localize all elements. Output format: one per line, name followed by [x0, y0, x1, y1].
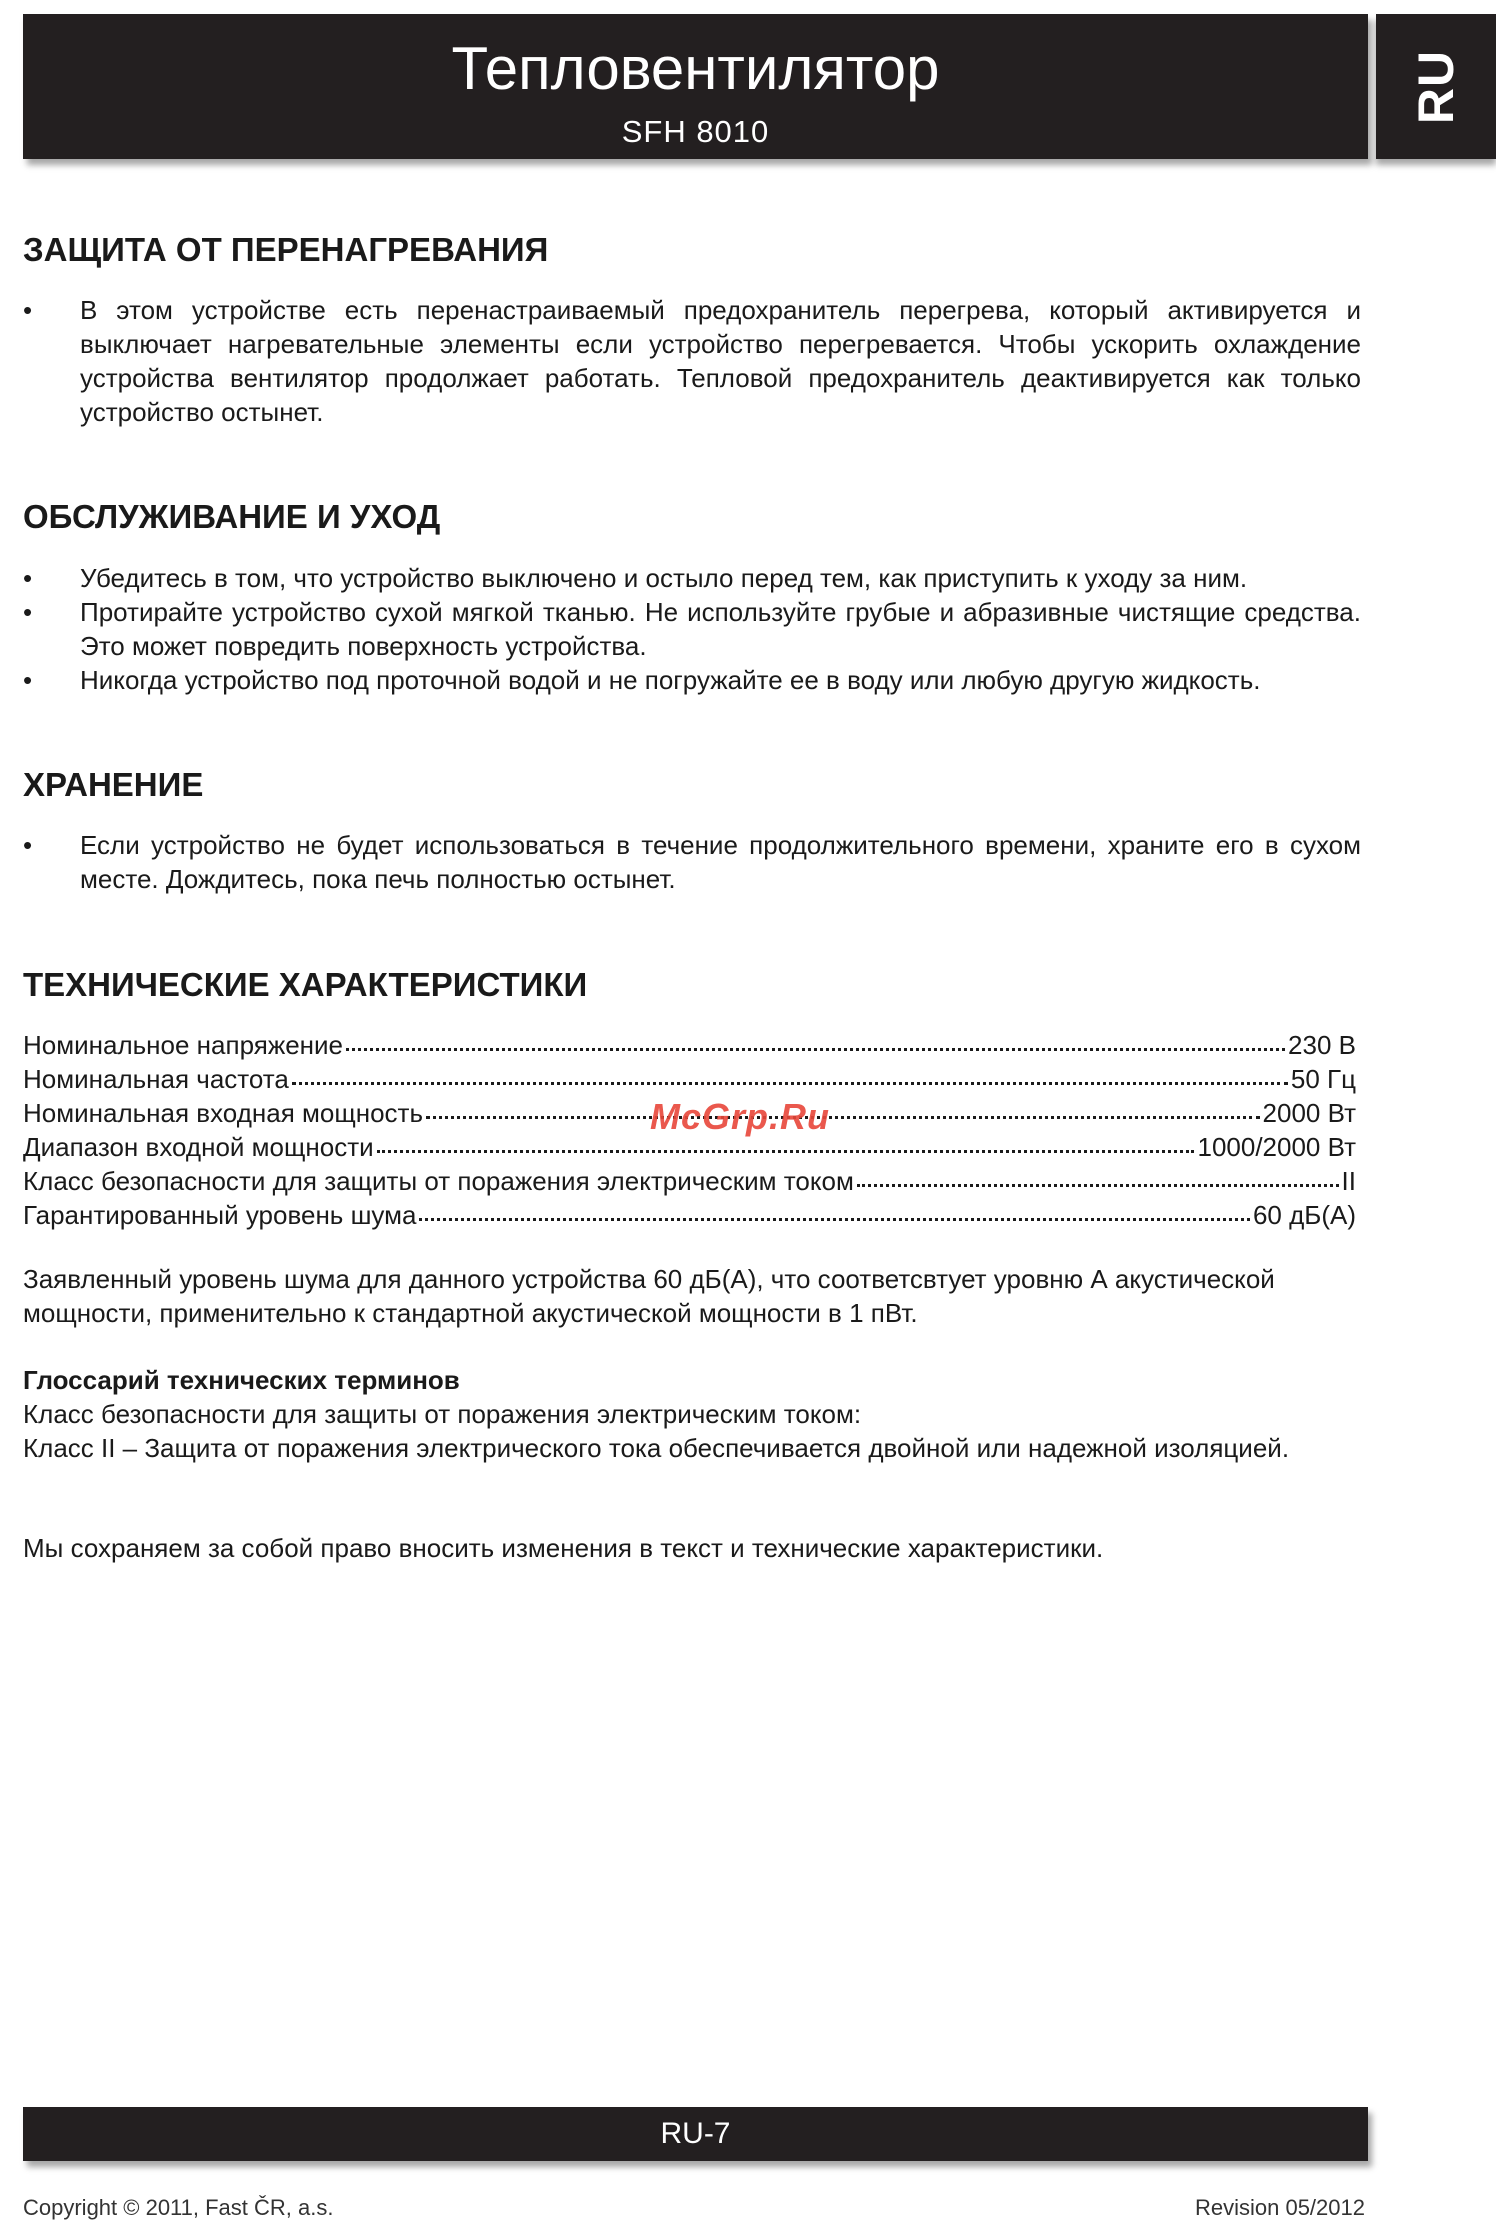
- watermark: McGrp.Ru: [650, 1096, 831, 1137]
- section-heading-overheat: ЗАЩИТА ОТ ПЕРЕНАГРЕВАНИЯ: [23, 231, 549, 268]
- spec-value: 230 В: [1288, 1030, 1356, 1060]
- page-number: RU-7: [660, 2117, 731, 2150]
- header-bar: [23, 14, 1368, 159]
- spec-value: 1000/2000 Вт: [1197, 1132, 1356, 1162]
- page-title: Тепловентилятор: [451, 35, 940, 102]
- dot-leader: [292, 1076, 1288, 1085]
- spec-value: II: [1341, 1166, 1356, 1196]
- dot-leader: [377, 1144, 1195, 1153]
- glossary-title: Глоссарий технических терминов: [23, 1365, 460, 1395]
- spec-value: 2000 Вт: [1262, 1098, 1356, 1128]
- storage-list: [23, 828, 1361, 896]
- spec-name: Класс безопасности для защиты от поражения электрическим током: [23, 1166, 854, 1196]
- list-item: • В этом устройстве есть перенастраиваемый предохранитель перегрева, который активируется и выключает нагревательные элементы если устройство перегревается. Чтобы ускорить охлаждение устройства вентилятор продолжает работать. Тепловой предохранитель деактивируется как только устройство остынет.: [23, 293, 1361, 429]
- spec-name: Номинальная частота: [23, 1064, 289, 1094]
- noise-note: Заявленный уровень шума для данного устройства 60 дБ(А), что соответсвтует уровню А акустической мощности, применительно к стандартной акустической мощности в 1 пВт.: [23, 1264, 1275, 1328]
- dot-leader: [419, 1212, 1249, 1221]
- copyright: Copyright © 2011, Fast ČR, a.s.: [23, 2195, 334, 2220]
- language-tab: [1376, 14, 1496, 159]
- dot-leader: [346, 1042, 1285, 1051]
- language-label: RU: [1408, 49, 1464, 124]
- spec-row: [23, 1198, 1356, 1232]
- spec-row: [23, 1164, 1356, 1198]
- glossary-line: Класс безопасности для защиты от поражения электрическим током:: [23, 1399, 862, 1429]
- spec-value: 50 Гц: [1290, 1064, 1356, 1094]
- overheat-list: [23, 293, 1361, 429]
- care-list: [23, 561, 1361, 697]
- section-heading-storage: ХРАНЕНИЕ: [23, 766, 204, 803]
- list-item: • Никогда устройство под проточной водой и не погружайте ее в воду или любую другую жидкость.: [23, 663, 1361, 697]
- disclaimer: Мы сохраняем за собой право вносить изменения в текст и технические характеристики.: [23, 1533, 1104, 1563]
- section-heading-care: ОБСЛУЖИВАНИЕ И УХОД: [23, 498, 441, 535]
- spec-name: Гарантированный уровень шума: [23, 1200, 417, 1230]
- spec-row: [23, 1028, 1356, 1062]
- list-item: • Протирайте устройство сухой мягкой тканью. Не используйте грубые и абразивные чистящие средства. Это может повредить поверхность устройства.: [23, 595, 1361, 663]
- spec-name: Номинальная входная мощность: [23, 1098, 423, 1128]
- spec-name: Диапазон входной мощности: [23, 1132, 374, 1162]
- glossary-line: Класс II – Защита от поражения электрического тока обеспечивается двойной или надежной изоляцией.: [23, 1433, 1290, 1463]
- spec-row: [23, 1062, 1356, 1096]
- revision: Revision 05/2012: [1194, 2195, 1365, 2220]
- list-item: • Убедитесь в том, что устройство выключено и остыло перед тем, как приступить к уходу за ним.: [23, 561, 1361, 595]
- footer-bar: [23, 2107, 1368, 2161]
- dot-leader: [426, 1110, 1260, 1119]
- spec-name: Номинальное напряжение: [23, 1030, 344, 1060]
- spec-value: 60 дБ(А): [1252, 1200, 1356, 1230]
- section-heading-specs: ТЕХНИЧЕСКИЕ ХАРАКТЕРИСТИКИ: [23, 966, 588, 1003]
- model-name: SFH 8010: [621, 114, 770, 149]
- dot-leader: [857, 1178, 1339, 1187]
- list-item: • Если устройство не будет использоваться в течение продолжительного времени, храните его в сухом месте. Дождитесь, пока печь полностью остынет.: [23, 828, 1361, 896]
